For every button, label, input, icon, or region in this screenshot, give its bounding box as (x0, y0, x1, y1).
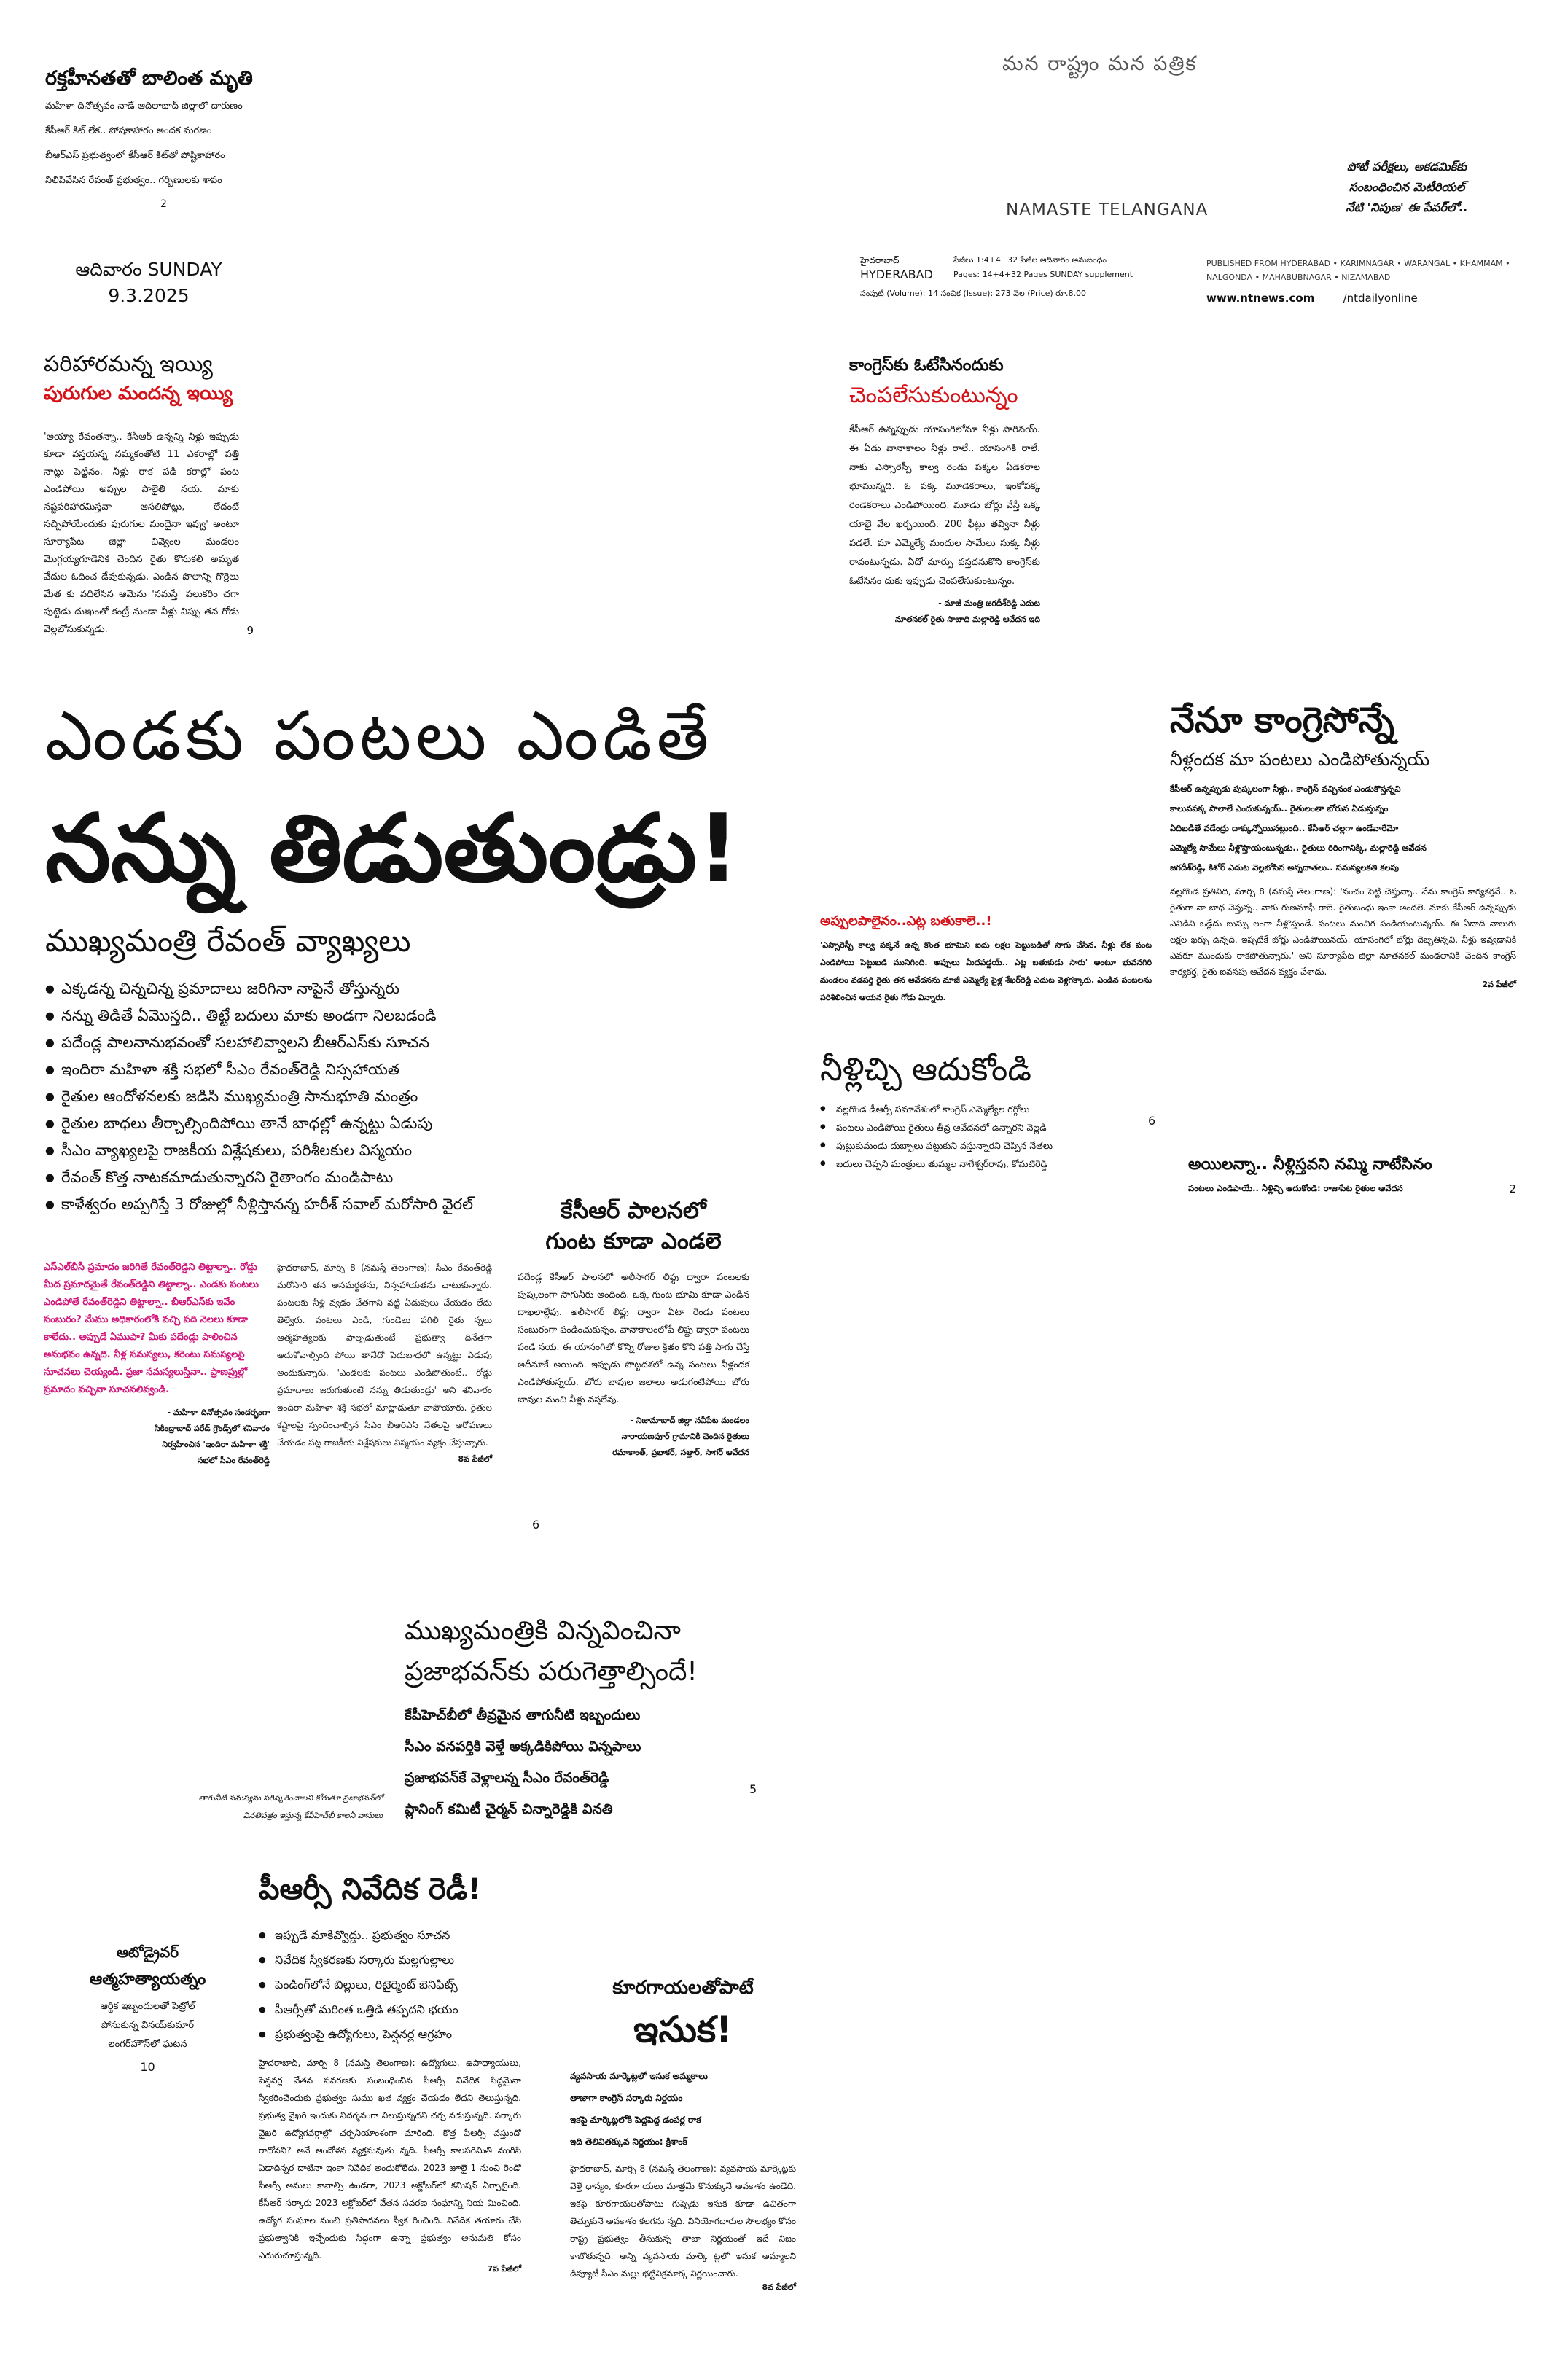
story-line: పోసుకున్న వినయ్‌కుమార్ (101, 2020, 195, 2031)
story-headline: పీఆర్సీ నివేదిక రెడీ! (259, 1873, 481, 1906)
story-headline: ఆటోడ్రైవర్ (116, 1943, 179, 1961)
quote-credit: నిర్వహించిన 'ఇందిరా మహిళా శక్తి' (162, 1440, 270, 1449)
brief-line: మహిళా దినోత్సవం నాడే ఆదిలాబాద్ జిల్లాలో దారుణం (45, 101, 243, 112)
prc-story (259, 1866, 521, 2276)
story-body: 'ఎస్సారెస్పీ కాల్వ పక్కనే ఉన్న కొంత భూమిని ఐదు లక్షల పెట్టుబడితో సాగు చేసిన. నీళ్లు లేక పంట ఎండిపోయి పెట్టుబడి మునిగింది. అప్పులు మీదపడ్డయ్.. ఎట్ల బతుకుడు సారు' అంటూ భువనగిరి మండలం వడపర్తి రైతు తన ఆవేదనను మాజీ ఎమ్మెల్యే పైళ్ల శేఖర్‌రెడ్డి ఎదుట వెళ్లగక్కారు. ఎండిన పంటలను పరిశీలించిన ఆయన రైతు గోడు విన్నారు. (820, 940, 1152, 1002)
website-link[interactable]: www.ntnews.com (1206, 292, 1315, 305)
story-body: హైదరాబాద్, మార్చి 8 (నమస్తే తెలంగాణ): ఉద్యోగులు, ఉపాధ్యాయులు, పెన్షనర్ల వేతన సవరణకు సంబంధించిన పీఆర్సీ నివేదిక సిద్ధమైనా స్వీకరించేందుకు ప్రభుత్వం సుము ఖత వ్యక్తం చేయడం లేదని తెలుస్తున్నది. ప్రభుత్వ వైఖరి ఇందుకు నిదర్శనంగా నిలుస్తున్నదని చర్చ నడుస్తున్నది. సర్కారు వైఖరి ఉద్యోగవర్గాల్లో చర్చనీయాంశంగా మారింది. కొత్త పీఆర్సీ వస్తుందో రాదోనని? అనే ఆందోళన వ్యక్తమవుతు న్నది. పీఆర్సీ కాలపరిమితి ముగిసి ఏడాదిన్నర దాటినా ఇంకా నివేదిక అందుకోలేదు. 2023 జూలై 1 నుంచి రెండో పీఆర్సీ అమలు కావాల్సి ఉండగా, 2023 అక్టోబర్‌లో కమిషన్ ఏర్పాటైంది. కేసీఆర్ సర్కారు 2023 అక్టోబర్‌లో వేతన సవరణ సంఘాన్ని నియ మించింది. ఉద్యోగ సంఘాల నుంచి ప్రతిపాదనలు స్వీక రించింది. నివేదిక తయారు చేసి ప్రభుత్వానికి ఇచ్చేందుకు సిద్ధంగా ఉన్నా ప్రభుత్వం అనుమతి కోసం ఎదురుచూస్తున్నది. (259, 2058, 521, 2260)
left-story (44, 350, 254, 639)
quote-credit: సికింద్రాబాద్ పరేడ్ గ్రౌండ్స్‌లో శనివారం (155, 1424, 270, 1433)
main-bullet: ● పదేండ్ల పాలనానుభవంతో సలహాలివ్వాలని బీఆర్ఎస్‌కు సూచన (45, 1029, 760, 1056)
story-headline: నీళ్లిచ్చి ఆదుకోండి (820, 1051, 1031, 1088)
publication-info (1206, 257, 1520, 305)
main-bullet: ● సీఎం వ్యాఖ్యలపై రాజకీయ విశ్లేషకులు, పరిశీలకుల విస్మయం (45, 1137, 760, 1164)
story-body: 'అయ్యా రేవంతన్నా.. కేసీఆర్ ఉన్నన్ని నీళ్లు ఇప్పుడు కూడా వస్తయన్న నమ్మకంతోటి 11 ఎకరాల్లో పత్తి నాట్లు పెట్టినం. నీళ్లు రాక పడి కరాల్లో పంట ఎండిపోయి అప్పుల పాలైతి నయ. మాకు నష్టపరిహారమిస్తవా ఆసలిపోట్లు, లేదంటే సచ్చిపోయేందుకు పురుగుల మందైనా ఇవ్వు' అంటూ సూర్యాపేట జిల్లా చివ్వెంల మండలం మొగ్గయ్యగూడెనికి చెందిన రైతు కొనుకలి అమృత వేదుల ఓదించ డేవుకున్నడు. ఎండిన పొలాన్ని గొర్రెలు మేత కు వదిలేసిన ఆమెను 'నమస్తే' పలుకరిం చగా పుట్టెడు దుఃఖంతో కంట్రీ నుండా నీళ్లు నిప్పు తన గోడు వెల్లబోసుకున్నడు. (44, 432, 239, 635)
story-kicker: కాంగ్రెస్‌కు ఓటేసినందుకు (849, 356, 1004, 375)
edition-info (860, 255, 1174, 300)
story-line: జగదీశ్‌రెడ్డి, కిశోర్ ఎదుట వెల్లబోసిన అన్నదాతలు.. సమస్యలకతి కలపు (1170, 862, 1400, 873)
story-headline: ప్రజాభవన్‌కు పరుగెత్తాల్సిందే! (405, 1657, 698, 1687)
main-bullet: ● నన్ను తిడితే ఏమొస్తది.. తిట్టే బదులు మాకు అండగా నిలబడండి (45, 1002, 760, 1029)
masthead-tagline: మన రాష్ట్రం మన పత్రిక (1002, 52, 1198, 75)
story-subheadline: పంటలు ఎండిపాయే.. నీళ్లిచ్చి ఆదుకోండి: రాజాపేట రైతుల ఆవేదన (1188, 1183, 1403, 1193)
page-ref: 2 (160, 198, 167, 210)
story-body: కేసీఆర్ ఉన్నప్పుడు యాసంగిలోనూ నీళ్లు పారినయ్. ఈ ఏడు వానాకాలం నీళ్లు రాలే.. యాసంగికి రాలే. నాకు ఎస్సారెస్పీ కాల్వ రెండు పక్కల ఏడెకరాల భూమున్నది. ఓ పక్క మూడెకరాలు, ఇంకోపక్క రెండెకరాలు ఎండిపోయింది. మూడు బోర్లు వేస్తే ఒక్క యాభై వేల ఖర్చయింది. 200 ఫీట్లు తవ్వినా నీళ్లు పడలే. మా ఎమ్మెల్యే మందుల సామేలు సుక్క నీళ్లు రావంటున్నడు. ఏదో మార్పు వస్తదనుకొని కాంగ్రెస్‌కు ఓటేసినం దుకు ఇప్పుడు చెంపలేసుకుంటున్నం. (849, 424, 1040, 587)
continued-label[interactable]: 7వ పేజీలో (487, 2264, 521, 2274)
main-headline-line2: నన్ను తిడుతుండ్రు! (45, 795, 740, 903)
appula-story (820, 909, 1152, 1007)
continued-label[interactable]: 2వ పేజీలో (1482, 980, 1516, 989)
promo-line: సంబంధించిన మెటీరియల్ (1349, 180, 1465, 194)
cm-quote: ఎస్ఎల్‌బీసీ ప్రమాదం జరిగితే రేవంత్‌రెడ్డిని తిట్టాల్నా.. రోడ్డు మీద ప్రమాదమైతే రేవంత్‌రెడ్డిని తిట్టాల్నా.. ఎండకు పంటలు ఎండిపోతే రేవంత్‌రెడ్డిని తిట్టాల్నా.. బీఆర్ఎస్‌కు ఇవేం సంబురం? మేము అధికారంలోకి వచ్చి పది నెలలు కూడా కాలేదు.. అప్పుడే ఏముపా? మీకు పదేండ్లు పాలించిన అనుభవం ఉన్నది. నీళ్ల సమస్యలు, కరెంటు సమస్యలపై సూచనలు చెయ్యండి. ప్రజా సమస్యలుస్తినా.. ప్రాణప్రుల్లో ప్రమాదం వచ్చినా సూచనలివ్వండి. (44, 1262, 259, 1395)
main-bullet: ● రైతుల ఆందోళనలకు జడిసి ముఖ్యమంత్రి సానుభూతి మంత్రం (45, 1083, 760, 1110)
caption-line: వినతిపత్రం ఇస్తున్న కేపీహెచ్‌బీ కాలనీ వాసులు (243, 1811, 383, 1820)
caption-line: తాగునీటి సమస్యను పరిష్కరించాలని కోరుతూ ప్రజాభవన్‌లో (198, 1793, 383, 1803)
story-bullet: ● పుట్టుకుమండు దుబ్బాలు పట్టుకుని వస్తున్నారని చెప్పిన నేతలు (820, 1136, 1163, 1155)
photo-caption (62, 1790, 383, 1825)
city-te: హైదరాబాద్ (860, 255, 900, 265)
social-link[interactable]: /ntdailyonline (1343, 292, 1418, 305)
main-bullet: ● ఎక్కడన్న చిన్నచిన్న ప్రమాదాలు జరిగినా నాపైనే తోస్తున్నరు (45, 975, 760, 1002)
story-headline: అయిలన్నా.. నీళ్లిస్తవని నమ్మి నాటేసినం (1188, 1155, 1432, 1174)
story-body: పదేండ్ల కేసీఆర్ పాలనలో అలీసాగర్ లిఫ్టు ద్వారా పంటలకు పుష్కలంగా సాగునీరు అందింది. ఒక్క గుంట భూమి కూడా ఎండిన దాఖలాల్లేవు. అలీసాగర్ లిఫ్టు ద్వారా ఏటా రెండు పంటలు సంబురంగా పండించుకున్నం. వానాకాలంలోపే లిఫ్టు ద్వారా పంటలు పండి నయ. ఈ యాసంగిలో కొన్ని రోజుల క్రితం కొని పత్తి సాగు చేస్తే అదీనూకే అయింది. ఇప్పుడు పొట్టదశలో ఉన్న పంటలు నీళ్లందక ఎండిపోతున్నయ్. బోరు బావుల జలాలు అడుగంటిపోయి బోరు బావుల నుంచి నీళ్లు వస్తలేవు. (518, 1271, 749, 1405)
date-label: 9.3.2025 (108, 285, 190, 306)
story-headline: ఆత్మహత్యాయత్నం (89, 1970, 206, 1989)
byline: - మాజీ మంత్రి జగదీశ్‌రెడ్డి ఎదుట (938, 598, 1040, 608)
page-ref: 2 (1509, 1182, 1516, 1195)
story-bullet: ● పెండింగ్‌లోనే బిల్లులు, రిటైర్మెంట్ బెనిఫిట్స్ (259, 1973, 521, 1997)
story-line: ప్రజాభవన్‌కే వెళ్లాలన్న సీఎం రేవంత్‌రెడ్డి (405, 1770, 609, 1786)
promo-box (1298, 157, 1516, 218)
sand-story (570, 1972, 796, 2294)
city-en: HYDERABAD (860, 268, 933, 281)
story-bullet: ● నివేదిక స్వీకరణకు సర్కారు మల్లగుల్లాలు (259, 1948, 521, 1973)
story-line: తాజాగా కాంగ్రెస్ సర్కారు నిర్ణయం (570, 2093, 683, 2103)
story-line: కేసీఆర్ ఉన్నప్పుడు పుష్కలంగా నీళ్లు.. కాంగ్రెస్ వచ్చినంక ఎండుకొస్తన్నవి (1170, 784, 1401, 794)
story-headline: ముఖ్యమంత్రికి విన్నవించినా (405, 1616, 681, 1646)
story-headline: చెంపలేసుకుంటున్నం (849, 383, 1018, 408)
main-bullets (45, 975, 760, 1218)
congress-story (1170, 696, 1516, 991)
continued-label[interactable]: 8వ పేజీలో (458, 1454, 492, 1464)
volume-line: సంపుటి (Volume): 14 సంచిక (Issue): 273 వెల (Price) రూ.8.00 (860, 289, 1087, 298)
story-bullet: ● బదులు చెప్పని మంత్రులు తుమ్మల నాగేశ్వర్‌రావు, కోమటిరెడ్డి (820, 1155, 1163, 1173)
right-top-story (849, 352, 1040, 628)
brief-line: నిలిపివేసిన రేవంత్ ప్రభుత్వం.. గర్భిణులకు శాపం (45, 175, 222, 186)
main-headline-line1: ఎండకు పంటలు ఎండితే (45, 697, 714, 775)
day-label: ఆదివారం SUNDAY (75, 259, 222, 280)
story-line: సీఎం వనపర్తికి వెళ్తే అక్కడికిపోయి విన్నపాలు (405, 1739, 641, 1755)
top-left-brief (45, 66, 322, 210)
story-line: కేపీహెచ్‌బీలో తీవ్రమైన తాగునీటి ఇబ్బందులు (405, 1707, 641, 1723)
kcr-story (518, 1195, 749, 1461)
story-kicker: అప్పులపాలైనం..ఎట్ల బతుకాలె..! (820, 913, 992, 929)
brief-line: కేసీఆర్ కిట్ లేక.. పోషకాహారం అందక మరణం (45, 125, 212, 136)
story-line: ఆర్థిక ఇబ్బందులతో పెట్రోల్ (100, 2001, 195, 2012)
page-ref: 9 (246, 624, 254, 637)
cm-request-story (405, 1611, 798, 1825)
story-line: ఇకపై మార్కెట్లలోకి పెద్దపెద్ద డంపర్ల రాక (570, 2115, 701, 2125)
story-bullet: ● పీఆర్సీతో మరింత ఒత్తిడి తప్పదని భయం (259, 1997, 521, 2022)
story-headline: నేనూ కాంగ్రెసోన్నే (1170, 700, 1394, 741)
main-bullet: ● ఇందిరా మహిళా శక్తి సభలో సీఎం రేవంత్‌రెడ్డి నిస్సహాయత (45, 1056, 760, 1083)
story-headline: గుంట కూడా ఎండలె (545, 1228, 722, 1255)
main-subheadline: ముఖ్యమంత్రి రేవంత్ వ్యాఖ్యలు (45, 923, 411, 959)
quote-credit: సభలో సీఎం రేవంత్‌రెడ్డి (197, 1456, 270, 1465)
story-headline: పురుగుల మందన్న ఇయ్యి (44, 383, 233, 405)
story-line: కాలువపక్క పొలాలే ఎందుకున్నయ్.. రైతులంతా బోరున ఏడుస్తున్నం (1170, 803, 1389, 814)
story-headline: కేసీఆర్ పాలనలో (561, 1198, 706, 1224)
main-story-body-box (277, 1259, 492, 1466)
page-ref: 5 (749, 1782, 757, 1796)
pages-en: Pages: 14+4+32 Pages SUNDAY supplement (953, 270, 1133, 279)
main-story-body: హైదరాబాద్, మార్చి 8 (నమస్తే తెలంగాణ): సీఎం రేవంత్‌రెడ్డి మరోసారి తన అసమర్థతను, నిస్సహాయతను చాటుకున్నారు. పంటలకు నీళ్లి వ్వడం చేతగాని వట్టి ఏడుపులు చేయడం లేదు తెల్వేరు. పంటలు ఎండి, గుండెలు పగిలి రైతు న్నలు ఆత్మహత్యలకు పాల్పడుతుంటే ప్రభుత్వా దినేతగా ఆదుకోవాల్సింది పోయి తానేదో పెదుబాధలో ఉన్నట్టు ఏడుపు అందుకున్నారు. 'ఎండలకు పంటలు ఎండిపోతుంటే.. రోడ్డు ప్రమాదాలు జరుగుతుంటే నన్ను తిడుతుండ్రు' అని శనివారం ఇందిరా మహిళా శక్తి సభలో మాట్లాడుతూ వాపోయారు. రైతుల కష్టాలపై స్పందించాల్సిన సీఎం బీఆర్ఎస్ నేతలపై ఆరోపణలు చేయడం పట్ల రాజకీయ విశ్లేషకులు విస్మయం వ్యక్తం చేస్తున్నారు. (277, 1263, 492, 1448)
masthead-paper-name: NAMASTE TELANGANA (1006, 200, 1209, 219)
ayilanna-story (1188, 1150, 1516, 1197)
page-ref: 10 (140, 2060, 155, 2074)
story-subheadline: నీళ్లందక మా పంటలు ఎండిపోతున్నయ్ (1170, 749, 1430, 770)
story-headline: కూరగాయలతోపాటే (612, 1977, 754, 1999)
story-kicker: పరిహారమన్న ఇయ్యి (44, 351, 213, 377)
byline: నారాయణపూర్ గ్రామానికి చెందిన రైతులు (621, 1432, 749, 1441)
continued-label[interactable]: 8వ పేజీలో (762, 2282, 796, 2292)
quote-credit: - మహిళా దినోత్సవం సందర్భంగా (167, 1408, 270, 1417)
story-bullet: ● ఇప్పుడే మాకివ్వొద్దు.. ప్రభుత్వం సూచన (259, 1923, 521, 1948)
auto-driver-story (58, 1939, 237, 2074)
page-ref: 6 (1148, 1114, 1156, 1128)
story-body: హైదరాబాద్, మార్చి 8 (నమస్తే తెలంగాణ): వ్యవసాయ మార్కెట్లకు వెళ్తే ధాన్యం, కూరగా యలు మాత్రమే కొనుక్కునే అవకాశం ఉండేది. ఇకపై కూరగాయలతోపాటు గుప్పెడు ఇసుక కూడా ఉచితంగా తెచ్చుకునే అవకాశం కలగను న్నది. వినియోగదారుల సౌలభ్యం కోసం రాష్ట్ర ప్రభుత్వం తీసుకున్న తాజా నిర్ణయంతో ఇదే నిజం కాబోతున్నది. అన్ని వ్యవసాయ మార్కె ట్లలో ఇసుక అమ్మాలని డిప్యూటీ సీఎం మల్లు భట్టివిక్రమార్క నిర్ణయించారు. (570, 2164, 796, 2279)
byline: రమాకాంత్, ప్రభాకర్, సత్తార్, సాగర్ ఆవేదన (612, 1448, 749, 1457)
main-bullet: ● రైతుల బాధలు తీర్చాల్సిందిపోయి తానే బాధల్లో ఉన్నట్టు ఏడుపు (45, 1110, 760, 1137)
story-line: ఏదిబడితే వడేంద్రు దాక్కున్నోయినట్లుంది.. కేసీఆర్ చల్లగా ఉండేవారేమో (1170, 823, 1399, 833)
promo-line: నేటి 'నిపుణ' ఈ పేపర్‌లో.. (1346, 200, 1468, 214)
story-body: నల్లగొండ ప్రతినిధి, మార్చి 8 (నమస్తే తెలంగాణ): 'నంచం పెట్టి చెప్తున్నా.. నేను కాంగ్రెస్ కార్యకర్తనే.. ఓ రైతుగా నా బాధ చెప్తున్న.. నాకు రుణమాఫీ రాలె. రైతుబంధు ఇంకా అందలె. మాకు కేసీఆర్ ఉన్నప్పుడు ఎవిడిని ఒడ్లేదు బుస్సు లంగా నీళ్లొస్తుండే. పంటలు మంచిగ పండియంటున్నయ్. ఈ ఏదాది నాలుగు లక్షల ఖర్చు ఉన్నది. ఇప్పటికే బోర్లు ఎండిపోయినయ్. యాసంగిలో బోర్లు దెబ్బతిన్నవి. నీళ్లు ఇవ్వడానికి ఎవరూ ముందుకు రాకపోతున్నారు.' అని సూర్యాపేట జిల్లా నూతనకల్ మండలానికి చెందిన కాంగ్రెస్ కార్యకర్త, రైతు ఐవసపు ఆవేదన వ్యక్తం చేశాడు. (1170, 886, 1516, 977)
story-line: ఇది తెలివితక్కువ నిర్ణయం: క్రిశాంక్ (570, 2137, 687, 2147)
story-line: ఎమ్మెల్యే సామేలు నీళ్లొస్తాయంటున్నడు.. రైతులు రిరింగానిక్కి, మల్లారెడ్డి ఆవేదన (1170, 843, 1427, 853)
brief-line: బీఆర్‌ఎస్ ప్రభుత్వంలో కేసీఆర్ కిట్‌తో పోష్టికాహారం (45, 150, 225, 161)
main-bullet: ● కాళేశ్వరం అప్పగిస్తే 3 రోజుల్లో నీళ్లిస్తానన్న హరీశ్ సవాల్ మరోసారి వైరల్ (45, 1191, 760, 1218)
neellichi-story (820, 1046, 1163, 1173)
byline: నూతనకల్ రైతు సాబాది మల్లారెడ్డి ఆవేదన ఇది (894, 614, 1040, 624)
published-from: PUBLISHED FROM HYDERABAD • KARIMNAGAR • WARANGAL • KHAMMAM • NALGONDA • MAHABUBNAGAR • NIZAMABAD (1206, 259, 1510, 282)
story-line: ప్లానింగ్ కమిటీ చైర్మన్ చిన్నారెడ్డికి వినతి (405, 1801, 613, 1817)
cm-quote-box (44, 1259, 270, 1469)
pages-te: పేజీలు 1:4+4+32 పేజీల ఆదివారం అనుబంధం (953, 255, 1107, 265)
story-bullet: ● ప్రభుత్వంపై ఉద్యోగులు, పెన్షనర్ల ఆగ్రహం (259, 2022, 521, 2047)
story-bullet: ● పంటలు ఎండిపోయి రైతులు తీవ్ర ఆవేదనలో ఉన్నారని వెల్లడి (820, 1118, 1163, 1136)
date-block (54, 259, 243, 306)
story-headline: ఇసుక! (633, 2008, 733, 2051)
story-bullet: ● నల్లగొండ డీఆర్సీ సమావేశంలో కాంగ్రెస్ ఎమ్మెల్యేల గగ్గోలు (820, 1100, 1163, 1118)
story-line: వ్యవసాయ మార్కెట్లలో ఇసుక అమ్మకాలు (570, 2071, 708, 2081)
byline: - నిజామాబాద్ జిల్లా నవీపేట మండలం (630, 1416, 749, 1425)
promo-line: పోటీ పరీక్షలు, అకడమిక్‌కు (1346, 160, 1467, 173)
brief-headline: రక్తహీనతతో బాలింత మృతి (45, 67, 253, 90)
page-ref: 6 (532, 1518, 540, 1532)
main-bullet: ● రేవంత్ కొత్త నాటకమాడుతున్నారని రైతాంగం మండిపాటు (45, 1164, 760, 1191)
story-line: లంగర్‌హౌస్‌లో ఘటన (108, 2039, 187, 2050)
